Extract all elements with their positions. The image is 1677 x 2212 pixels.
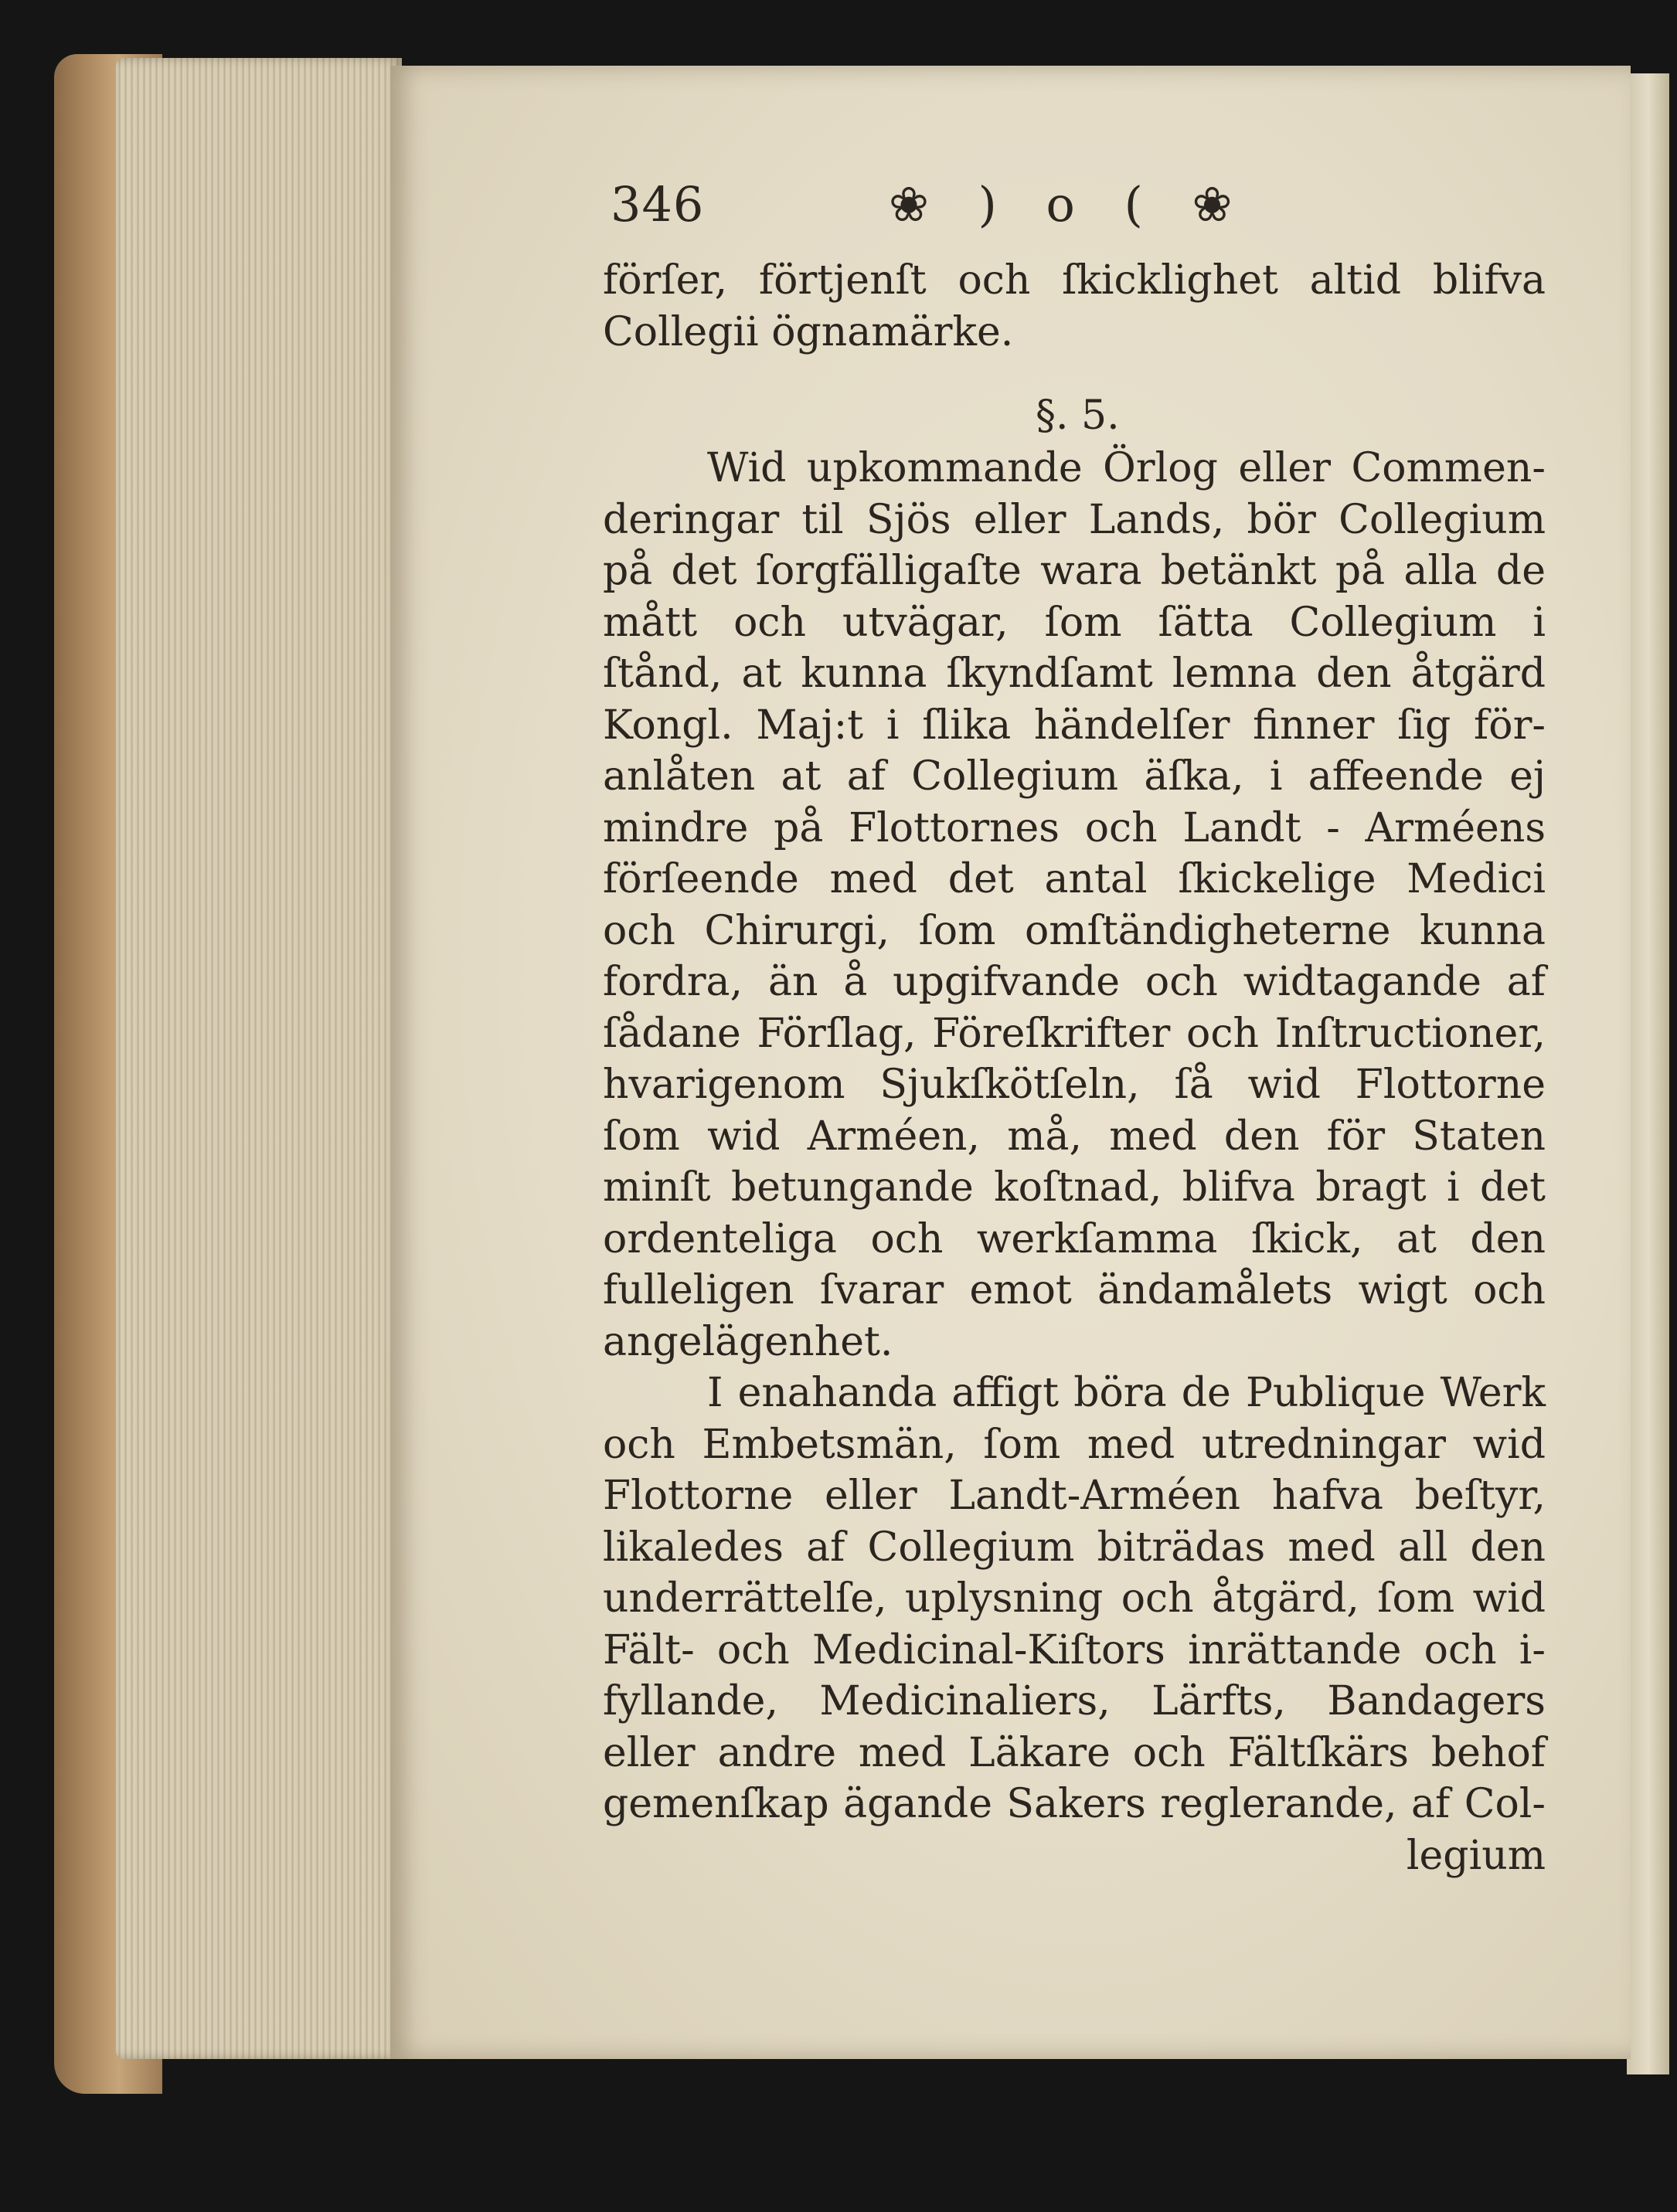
text-line: underrättelſe, uplysning och åtgärd, ſom wid [603, 1575, 1546, 1622]
text-line: eller andre med Läkare och Fältſkärs behof [603, 1729, 1546, 1776]
catchword: legium [1406, 1832, 1546, 1879]
text-line: I enahanda affigt böra de Publique Werk [707, 1370, 1546, 1416]
text-line: fulleligen ſvarar emot ändamålets wigt och [603, 1267, 1546, 1313]
text-line: anlåten at af Collegium äſka, i affeende ej [603, 753, 1546, 800]
text-line: deringar til Sjös eller Lands, bör Collegium [603, 496, 1546, 543]
text-line: förſeende med det antal ſkickelige Medici [603, 856, 1546, 902]
page-edges [116, 58, 402, 2059]
header-ornament: ❀ ) o ( ❀ [889, 176, 1250, 233]
text-line: fyllande, Medicinaliers, Lärfts, Bandagers [603, 1678, 1546, 1724]
text-line: ordenteliga och werkſamma ſkick, at den [603, 1215, 1546, 1262]
text-line: ſom wid Arméen, må, med den för Staten [603, 1113, 1546, 1160]
page-number: 346 [611, 176, 705, 233]
text-line: likaledes af Collegium biträdas med all den [603, 1524, 1546, 1571]
text-line: på det ſorgfälligaſte wara betänkt på alla de [603, 548, 1546, 594]
text-line: angelägenhet. [603, 1318, 893, 1365]
text-line: ſtånd, at kunna ſkyndſamt lemna den åtgärd [603, 651, 1546, 697]
text-line: och Chirurgi, ſom omſtändigheterne kunna [603, 907, 1546, 954]
text-line: förſer, förtjenſt och ſkicklighet altid blifva [603, 257, 1546, 304]
text-line: mått och utvägar, ſom ſätta Collegium i [603, 599, 1546, 646]
facing-page-edge [1627, 73, 1669, 2074]
text-line: Collegii ögnamärke. [603, 308, 1014, 355]
text-line: fordra, än å upgifvande och widtagande af [603, 959, 1546, 1005]
text-line: gemenſkap ägande Sakers reglerande, af Col- [603, 1781, 1546, 1827]
text-line: ſådane Förſlag, Föreſkrifter och Inſtructioner, [603, 1010, 1546, 1057]
section-heading: §. 5. [1036, 392, 1120, 439]
text-line: hvarigenom Sjukſkötſeln, ſå wid Flottorne [603, 1062, 1546, 1108]
text-line: minſt betungande koſtnad, blifva bragt i det [603, 1164, 1546, 1211]
text-line: Fält- och Medicinal-Kiſtors inrättande och i- [603, 1626, 1546, 1673]
text-line: Flottorne eller Landt-Arméen hafva beſtyr, [603, 1473, 1546, 1519]
text-line: och Embetsmän, ſom med utredningar wid [603, 1421, 1546, 1468]
text-line: Wid upkommande Örlog eller Commen- [707, 445, 1546, 491]
page-text [603, 255, 1546, 1881]
text-line: Kongl. Maj:t i ſlika händelſer finner ſig för- [603, 702, 1546, 749]
text-line: mindre på Flottornes och Landt - Arméens [603, 804, 1546, 851]
running-header [611, 176, 1306, 246]
